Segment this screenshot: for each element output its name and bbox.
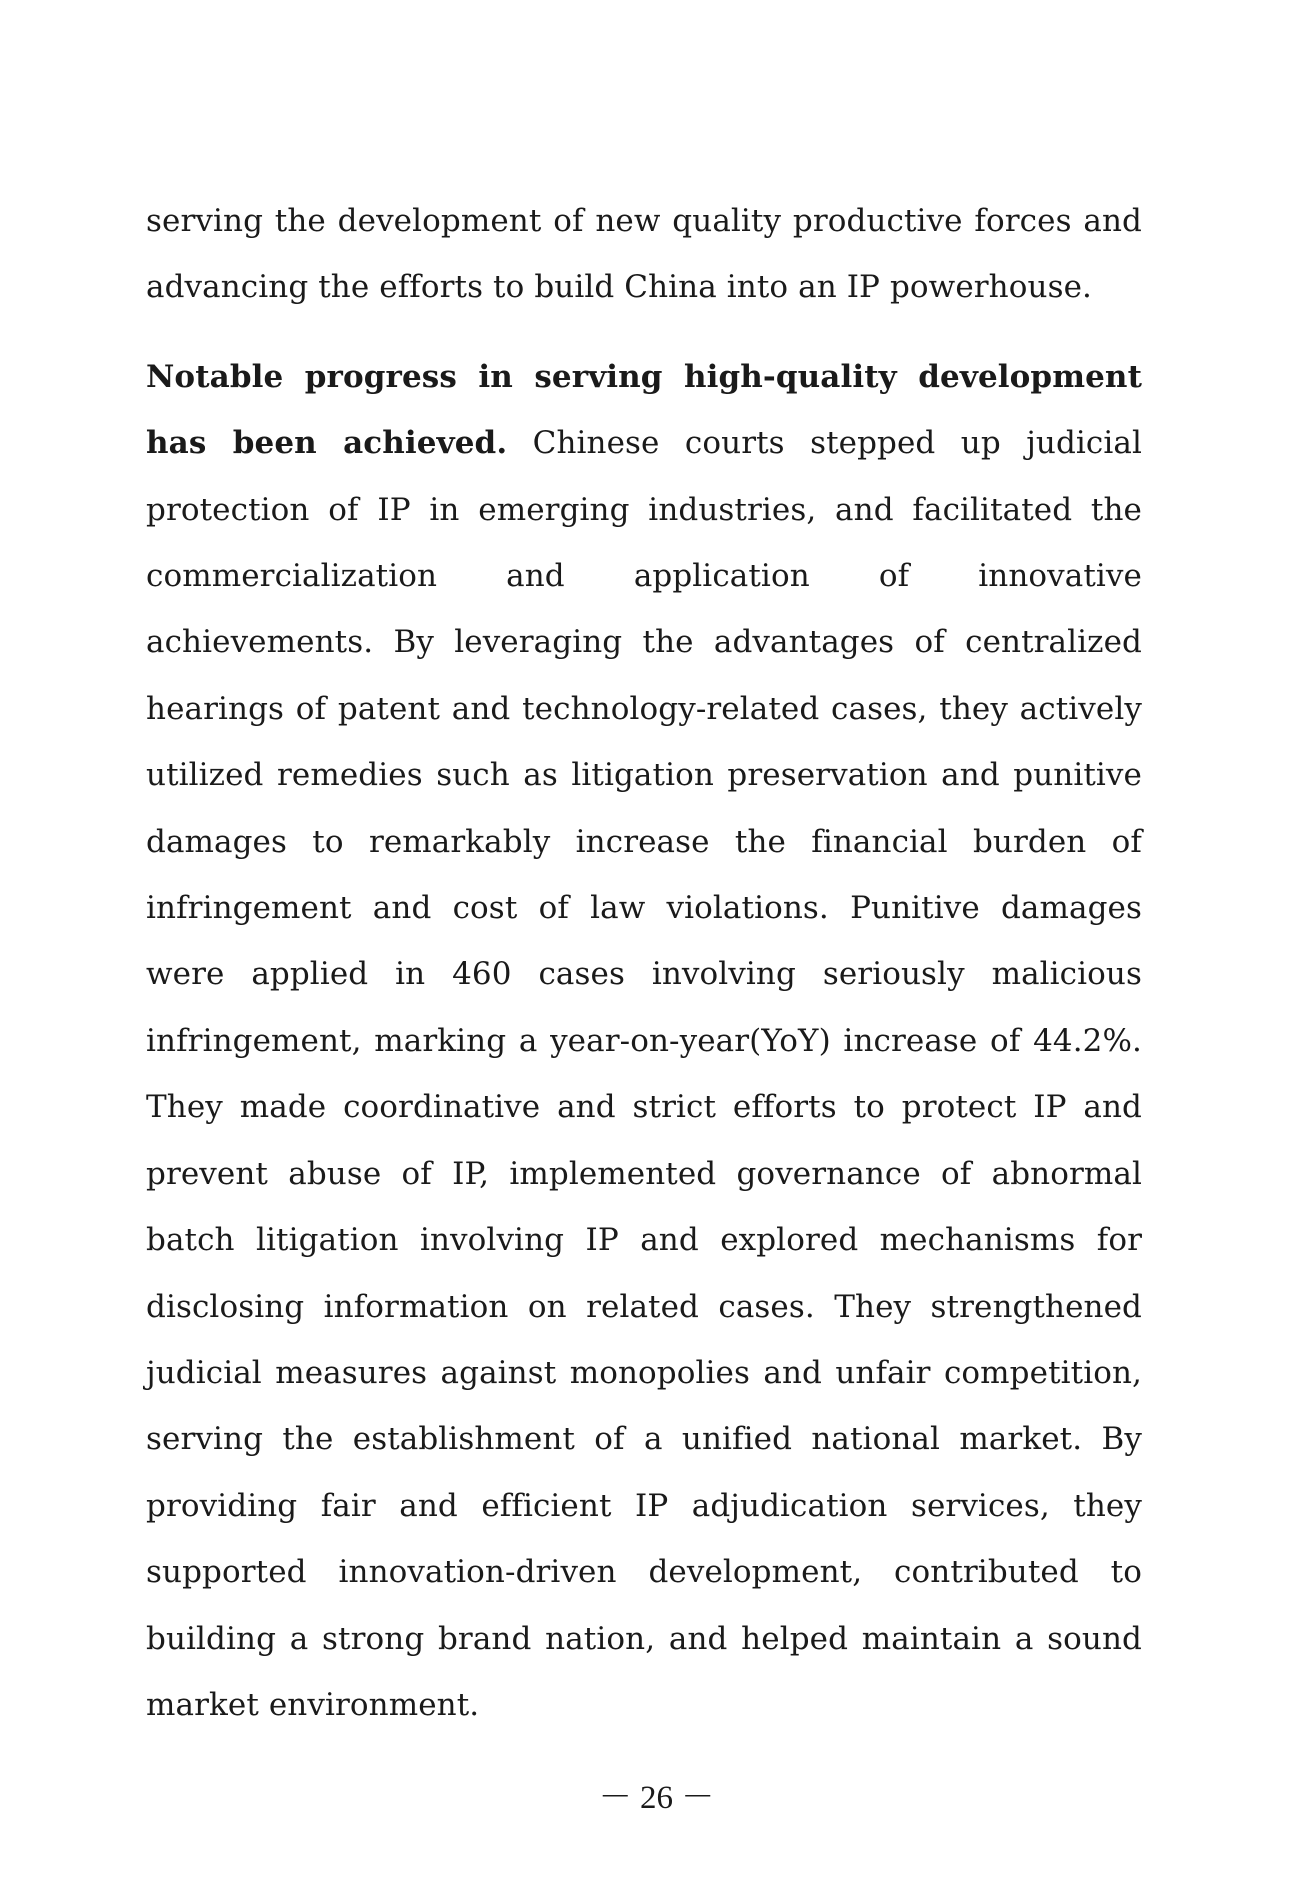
paragraph-lead: Notable progress in serving high-quality development has been achieved. — [146, 358, 1142, 462]
paragraph-text: Chinese courts stepped up judicial protection of IP in emerging industries, and facilitated the commercialization and application of innovative achievements. By leveraging the advantages of centralized hearings of patent and technology-related cases, they actively utilized remedies such as litigation preservation and punitive damages to remarkably increase the financial burden of infringement and cost of law violations. Punitive damages were applied in 460 cases involving seriously malicious infringement, marking a year-on-year(YoY) increase of 44.2%. They made coordinative and strict efforts to protect IP and prevent abuse of IP, implemented governance of abnormal batch litigation involving IP and explored mechanisms for disclosing information on related cases. They strengthened judicial measures against monopolies and unfair competition, serving the establishment of a unified national market. By providing fair and efficient IP adjudication services, they supported innovation-driven development, contributed to building a strong brand nation, and helped maintain a sound market environment. — [146, 425, 1142, 1723]
paragraph-continuation — [146, 188, 1142, 321]
page-number: － 26 － — [598, 1780, 715, 1816]
paragraph-progress — [146, 344, 1142, 1739]
paragraph-text: serving the development of new quality productive forces and advancing the efforts to build China into an IP powerhouse. — [146, 203, 1142, 306]
body-text — [146, 188, 1142, 1738]
